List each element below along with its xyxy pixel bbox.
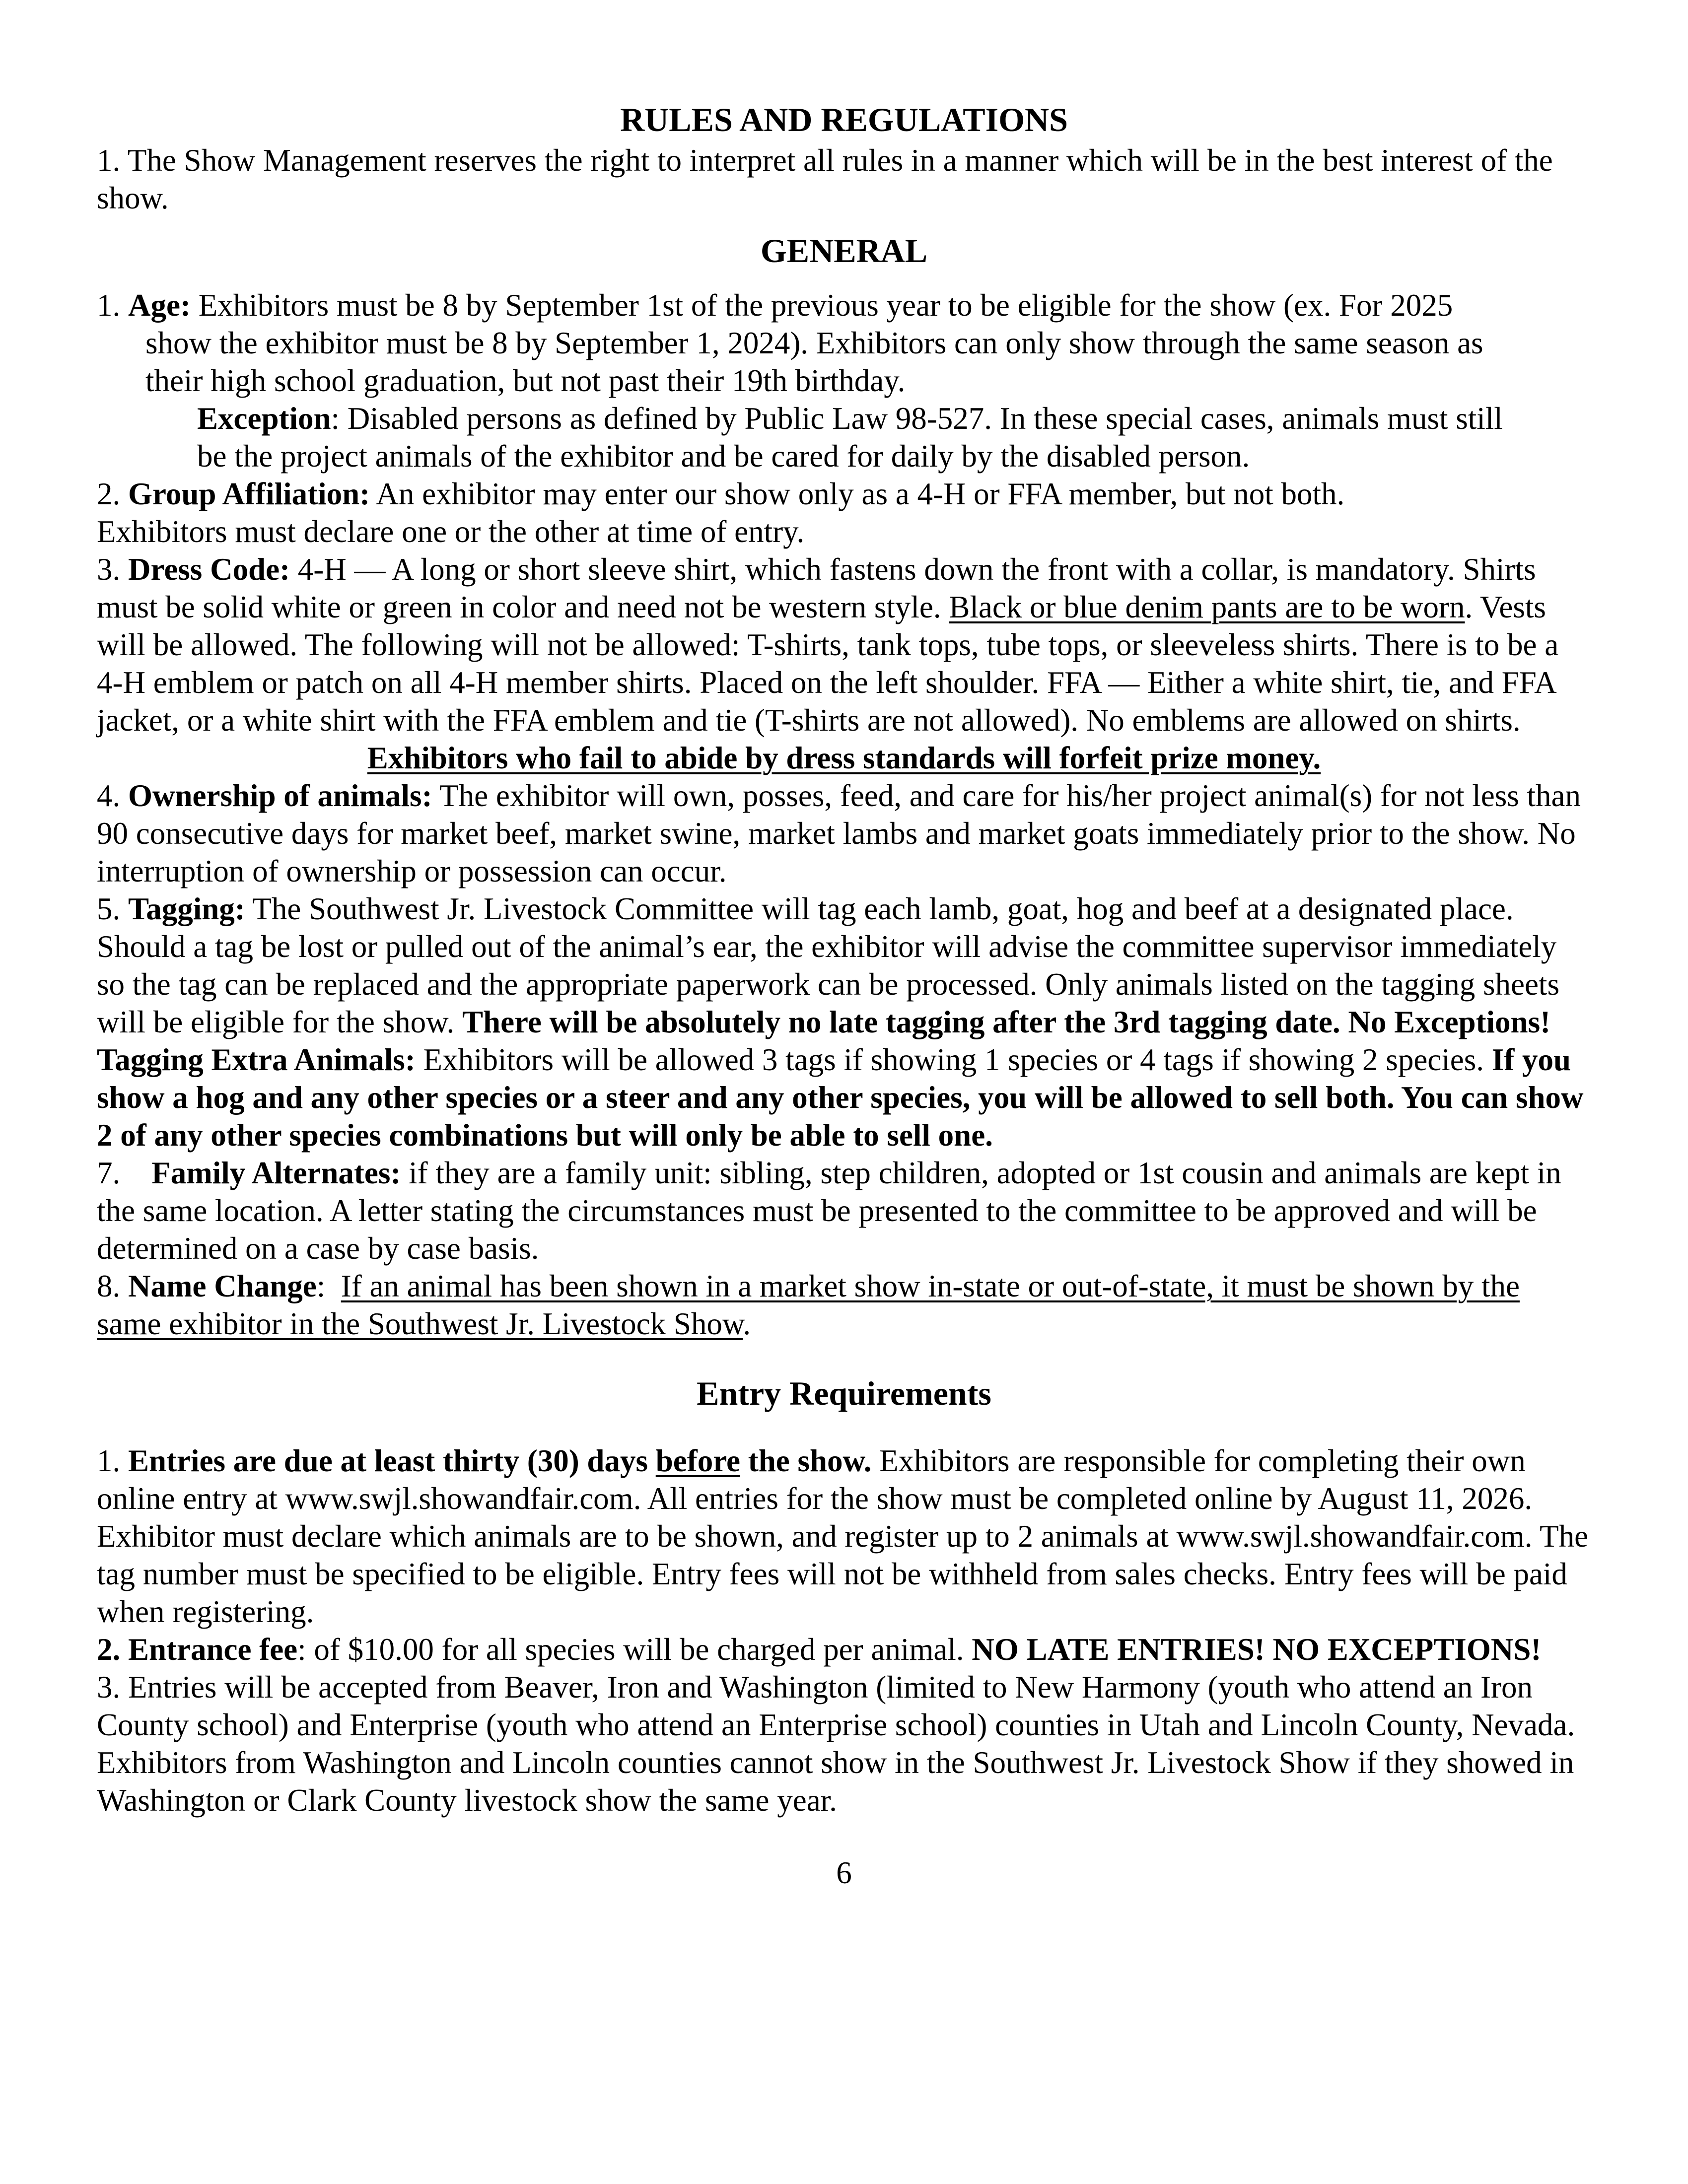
document-page xyxy=(97,97,1591,1892)
age-exception-line2: be the project animals of the exhibitor and be cared for daily by the disabled person. xyxy=(197,439,1250,474)
rule-name-change xyxy=(97,1267,1591,1343)
rule-ownership xyxy=(97,777,1591,890)
entry-counties: 3. Entries will be accepted from Beaver, Iron and Washington (limited to New Harmony (youth who attend an Iron County school) and Enterprise (youth who attend an Enterprise school) counties in Utah and Lincoln County, Nevada. Exhibitors from Washington and Lincoln counties cannot show in the Southwest Jr. Livestock Show if they showed in Washington or Clark County livestock show the same year. xyxy=(97,1670,1575,1818)
rule-dress-text-cont: . Vests will be allowed. The following will not be allowed: T-shirts, tank tops, tube tops, or sleeveless shirts. There is to be a 4-H emblem or patch on all 4-H member shirts. Placed on the left shoulder. FFA — Either a white shirt, tie, and FFA jacket, or a white shirt with the FFA emblem and tie (T-shirts are not allowed). No emblems are allowed on shirts. xyxy=(97,590,1559,738)
entry-requirements-heading: Entry Requirements xyxy=(697,1374,991,1412)
intro-rule: 1. The Show Management reserves the right to interpret all rules in a manner which will be in the best interest of the show. xyxy=(97,143,1553,215)
rule-dress-label: Dress Code: xyxy=(128,552,290,587)
exception-label: Exception xyxy=(197,401,331,436)
rule-age-line3: their high school graduation, but not past their 19th birthday. xyxy=(145,363,906,398)
rule-age-label: Age: xyxy=(128,288,191,323)
rule-ownership-label: Ownership of animals: xyxy=(128,778,432,813)
dress-pants-rule: Black or blue denim pants are to be worn xyxy=(949,590,1465,624)
entry-due-before: before xyxy=(655,1443,741,1478)
rule-group-affiliation xyxy=(97,475,1591,550)
entry-fee xyxy=(97,1631,1591,1668)
exception-text: : Disabled persons as defined by Public Law 98-527. In these special cases, animals must still xyxy=(331,401,1503,436)
rule-tagging-text: The Southwest Jr. Livestock Committee will tag each lamb, goat, hog and beef at a designated place. Should a tag be lost or pulled out of the animal’s ear, the exhibitor will advise the committee supervisor immediately so the tag can be replaced and the appropriate paperwork can be processed. Only animals listed on the tagging sheets will be eligible for the show. xyxy=(97,891,1559,1039)
entry-due-date xyxy=(97,1442,1591,1631)
entry-fee-text: : of $10.00 for all species will be charged per animal. xyxy=(297,1632,972,1667)
rule-number: 3. xyxy=(97,552,128,587)
rule-group-label: Group Affiliation: xyxy=(128,477,370,511)
rule-name-text: If an animal has been shown in a market show in-state or out-of-state, it must be shown by the same exhibitor in the Southwest Jr. Livestock Show xyxy=(97,1269,1520,1341)
rule-age xyxy=(97,286,1591,475)
entry-due-bold xyxy=(128,1443,871,1478)
forfeit-end: . xyxy=(1313,741,1321,775)
rule-group-line2: Exhibitors must declare one or the other at time of entry. xyxy=(97,514,805,549)
entry-due-a: Entries are due at least thirty (30) days xyxy=(128,1443,656,1478)
rule-extra-text: Exhibitors will be allowed 3 tags if showing 1 species or 4 tags if showing 2 species. xyxy=(415,1042,1484,1077)
rule-number: 8. xyxy=(97,1269,128,1303)
entry-due-text: Exhibitors are responsible for completing their own online entry at www.swjl.showandfair.com. All entries for the show must be completed online by August 11, 2026. Exhibitor must declare which animals are to be shown, and register up to 2 animals at www.swjl.showandfair.com. The tag number must be specified to be eligible. Entry fees will not be withheld from sales checks. Entry fees will be paid when registering. xyxy=(97,1443,1589,1629)
page-number: 6 xyxy=(836,1855,852,1890)
rule-ownership-text: The exhibitor will own, posses, feed, and care for his/her project animal(s) for not less than 90 consecutive days for market beef, market swine, market lambs and market goats immediately prior to the show. No interruption of ownership or possession can occur. xyxy=(97,778,1581,888)
rule-number: 7. xyxy=(97,1156,152,1190)
rule-family-alternates xyxy=(97,1154,1591,1267)
rule-group-text: An exhibitor may enter our show only as a 4-H or FFA member, but not both. xyxy=(370,477,1345,511)
rule-group-line1 xyxy=(97,475,1591,513)
entry-fee-warning: NO LATE ENTRIES! NO EXCEPTIONS! xyxy=(972,1632,1542,1667)
entry-fee-label: Entrance fee xyxy=(128,1632,298,1667)
rule-family-label: Family Alternates: xyxy=(151,1156,401,1190)
rule-tagging-extra xyxy=(97,1041,1591,1154)
rule-age-line1 xyxy=(97,286,1591,324)
rule-age-line2: show the exhibitor must be 8 by September 1, 2024). Exhibitors can only show through the same season as xyxy=(145,326,1483,360)
rule-number: 2. xyxy=(97,1632,128,1667)
page-title: RULES AND REGULATIONS xyxy=(620,101,1068,138)
rule-tagging-label: Tagging: xyxy=(128,891,245,926)
rule-number: 5. xyxy=(97,891,128,926)
age-exception xyxy=(97,400,1591,437)
rule-number: 1. xyxy=(97,288,128,323)
entry-due-b: the show. xyxy=(740,1443,872,1478)
rule-dress-code xyxy=(97,550,1591,739)
rule-number: 1. xyxy=(97,1443,128,1478)
rule-extra-label: Tagging Extra Animals: xyxy=(97,1042,416,1077)
rule-number: 2. xyxy=(97,477,128,511)
dress-forfeit-notice xyxy=(97,739,1591,777)
general-heading: GENERAL xyxy=(760,232,928,270)
rule-name-end: . xyxy=(743,1306,751,1341)
rule-name-label: Name Change xyxy=(128,1269,317,1303)
forfeit-text: Exhibitors who fail to abide by dress standards will forfeit prize money xyxy=(367,741,1313,775)
rule-age-text: Exhibitors must be 8 by September 1st of the previous year to be eligible for the show (ex. For 2025 xyxy=(190,288,1453,323)
rule-number: 4. xyxy=(97,778,128,813)
rule-tagging xyxy=(97,890,1591,1041)
rule-tagging-warning: There will be absolutely no late tagging after the 3rd tagging date. No Exceptions! xyxy=(462,1005,1551,1039)
rule-name-colon: : xyxy=(316,1269,341,1303)
rule-family-text: if they are a family unit: sibling, step children, adopted or 1st cousin and animals are kept in the same location. A letter stating the circumstances must be presented to the committee to be approved and will be determined on a case by case basis. xyxy=(97,1156,1561,1266)
rule-dress-text: 4-H — A long or short sleeve shirt, which fastens down the front with a collar, is mandatory. Shirts must be solid white or green in color and need not be western style. xyxy=(97,552,1536,624)
rule-extra-bold: If you show a hog and any other species or a steer and any other species, you will be allowed to sell both. You can show 2 of any other species combinations but will only be able to sell one. xyxy=(97,1042,1584,1153)
